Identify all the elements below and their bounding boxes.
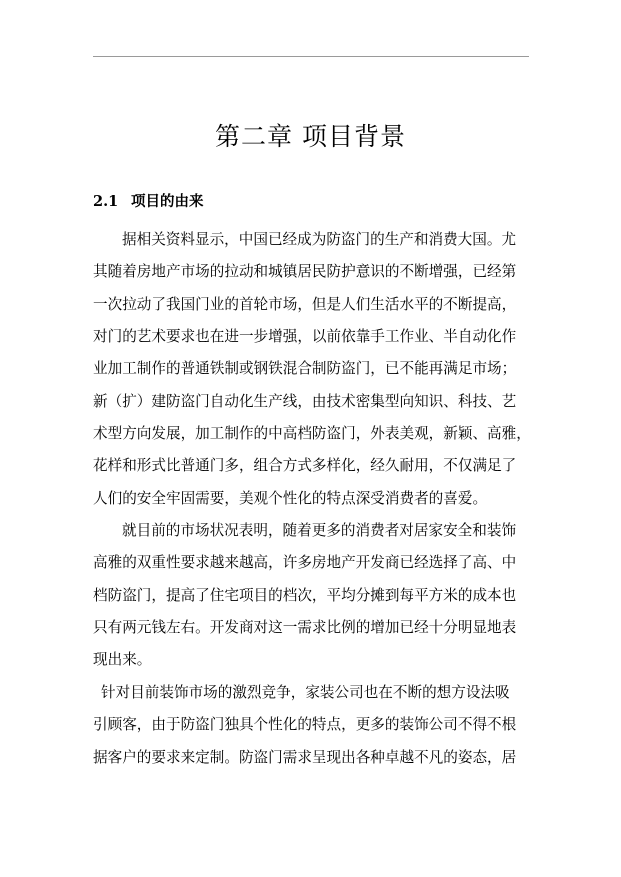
text-line: 对门的艺术要求也在进一步增强，以前依靠手工作业、半自动化作	[93, 328, 517, 346]
text-line: 档防盗门，提高了住宅项目的档次，平均分摊到每平方米的成本也	[93, 586, 517, 604]
text-line: 针对目前装饰市场的激烈竞争，家装公司也在不断的想方设法吸	[101, 683, 510, 701]
text-line: 就目前的市场状况表明，随着更多的消费者对居家安全和装饰	[122, 522, 517, 540]
text-line: 现出来。	[93, 651, 152, 669]
chapter-title: 第二章 项目背景	[215, 122, 406, 151]
section-title: 项目的由来	[131, 193, 204, 210]
text-line: 引顾客，由于防盗门独具个性化的特点，更多的装饰公司不得不根	[93, 716, 517, 734]
text-line: 新（扩）建防盗门自动化生产线，由技术密集型向知识、科技、艺	[93, 392, 517, 410]
header-rule	[93, 56, 529, 57]
text-line: 一次拉动了我国门业的首轮市场，但是人们生活水平的不断提高，	[93, 295, 517, 313]
text-line: 术型方向发展，加工制作的中高档防盗门，外表美观，新颖、高雅，	[93, 425, 531, 443]
section-heading	[93, 192, 204, 212]
text-line: 高雅的双重性要求越来越高，许多房地产开发商已经选择了高、中	[93, 554, 517, 572]
text-line: 花样和形式比普通门多，组合方式多样化，经久耐用，不仅满足了	[93, 457, 517, 475]
text-line: 业加工制作的普通铁制或钢铁混合制防盗门，已不能再满足市场；	[93, 360, 517, 378]
text-line: 据客户的要求来定制。防盗门需求呈现出各种卓越不凡的姿态，居	[93, 748, 517, 766]
text-line: 只有两元钱左右。开发商对这一需求比例的增加已经十分明显地表	[93, 619, 517, 637]
body-text	[93, 224, 531, 774]
text-line: 其随着房地产市场的拉动和城镇居民防护意识的不断增强，已经第	[93, 263, 517, 281]
text-line: 据相关资料显示，中国已经成为防盗门的生产和消费大国。尤	[122, 231, 517, 248]
text-line: 人们的安全牢固需要，美观个性化的特点深受消费者的喜爱。	[93, 489, 488, 507]
section-number: 2.1	[93, 193, 119, 210]
